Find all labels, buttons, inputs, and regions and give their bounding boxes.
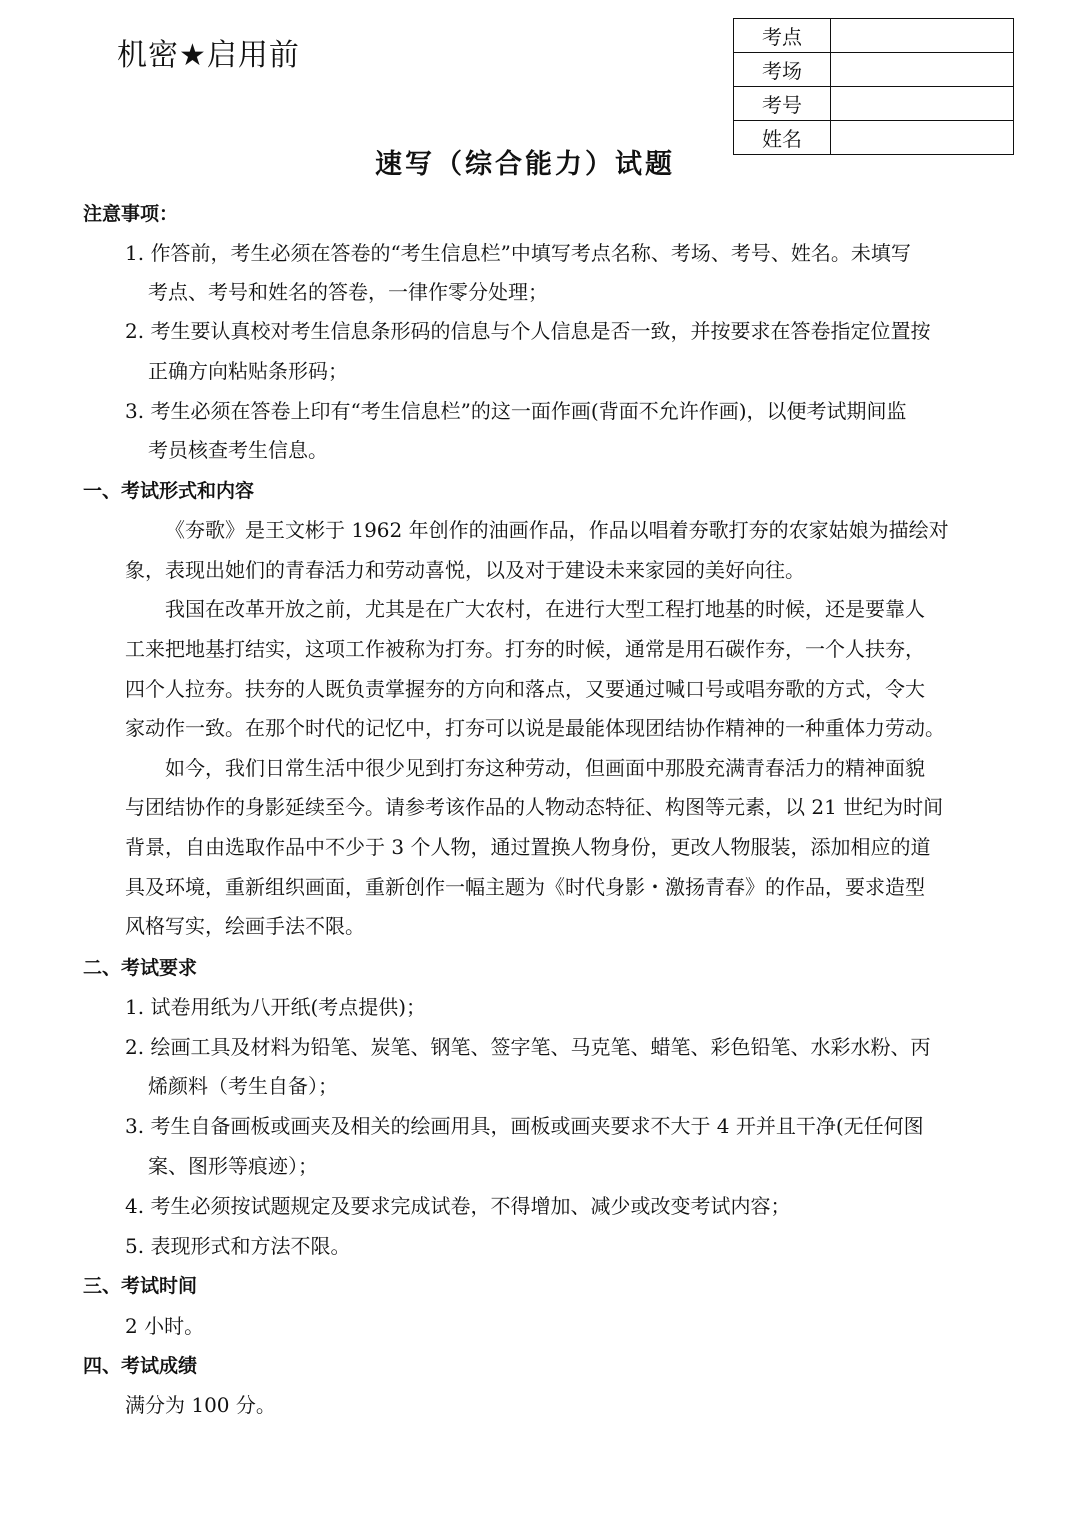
info-value [831,87,1014,121]
note-line: 3. 考生必须在答卷上印有“考生信息栏”的这一面作画(背面不允许作画)，以便考试期间监 [125,399,907,423]
info-row [734,19,1014,53]
requirement-line: 烯颜料（考生自备）； [148,1074,338,1098]
info-label: 考场 [734,53,831,87]
paragraph-line: 我国在改革开放之前，尤其是在广大农村，在进行大型工程打地基的时候，还是要靠人 [165,597,925,621]
requirement-line: 5. 表现形式和方法不限。 [125,1234,351,1258]
info-label: 考号 [734,87,831,121]
confidential-label: 机密★启用前 [117,38,300,73]
requirement-line: 3. 考生自备画板或画夹及相关的绘画用具，画板或画夹要求不大于 4 开并且干净(无任何图 [125,1114,924,1138]
paragraph-line: 如今，我们日常生活中很少见到打夯这种劳动，但画面中那股充满青春活力的精神面貌 [165,756,925,780]
exam-time-text: 2 小时。 [125,1314,205,1338]
info-row [734,87,1014,121]
section-heading: 二、考试要求 [83,957,198,979]
section-heading: 四、考试成绩 [83,1355,198,1377]
info-value [831,53,1014,87]
requirement-line: 2. 绘画工具及材料为铅笔、炭笔、钢笔、签字笔、马克笔、蜡笔、彩色铅笔、水彩水粉、丙 [125,1035,931,1059]
page-title: 速写（综合能力）试题 [375,149,675,180]
note-line: 正确方向粘贴条形码； [148,359,348,383]
candidate-info-table [733,18,1014,155]
info-value [831,19,1014,53]
paragraph-line: 与团结协作的身影延续至今。请参考该作品的人物动态特征、构图等元素，以 21 世纪为时间 [125,795,944,819]
paragraph-line: 象，表现出她们的青春活力和劳动喜悦，以及对于建设未来家园的美好向往。 [125,558,805,582]
paragraph-line: 四个人拉夯。扶夯的人既负责掌握夯的方向和落点，又要通过喊口号或唱夯歌的方式，令大 [125,677,925,701]
info-row [734,53,1014,87]
requirement-line: 4. 考生必须按试题规定及要求完成试卷，不得增加、减少或改变考试内容； [125,1194,791,1218]
note-line: 考员核查考生信息。 [148,438,328,462]
paragraph-line: 《夯歌》是王文彬于 1962 年创作的油画作品，作品以唱着夯歌打夯的农家姑娘为描绘对 [165,518,949,542]
paragraph-line: 背景，自由选取作品中不少于 3 个人物，通过置换人物身份，更改人物服装，添加相应的道 [125,835,931,859]
requirement-line: 案、图形等痕迹）； [148,1154,318,1178]
note-line: 1. 作答前，考生必须在答卷的“考生信息栏”中填写考点名称、考场、考号、姓名。未填写 [125,241,911,265]
info-label: 考点 [734,19,831,53]
notes-heading: 注意事项： [83,203,179,225]
paragraph-line: 具及环境，重新组织画面，重新创作一幅主题为《时代身影・激扬青春》的作品，要求造型 [125,875,925,899]
score-text: 满分为 100 分。 [125,1393,276,1417]
paragraph-line: 风格写实，绘画手法不限。 [125,914,365,938]
section-heading: 三、考试时间 [83,1275,198,1297]
paragraph-line: 家动作一致。在那个时代的记忆中，打夯可以说是最能体现团结协作精神的一种重体力劳动。 [125,716,945,740]
paragraph-line: 工来把地基打结实，这项工作被称为打夯。打夯的时候，通常是用石碳作夯，一个人扶夯， [125,637,925,661]
note-line: 考点、考号和姓名的答卷，一律作零分处理； [148,280,548,304]
section-heading: 一、考试形式和内容 [83,480,255,502]
info-label: 姓名 [734,121,831,155]
note-line: 2. 考生要认真校对考生信息条形码的信息与个人信息是否一致，并按要求在答卷指定位置按 [125,319,931,343]
requirement-line: 1. 试卷用纸为八开纸(考点提供)； [125,995,427,1019]
